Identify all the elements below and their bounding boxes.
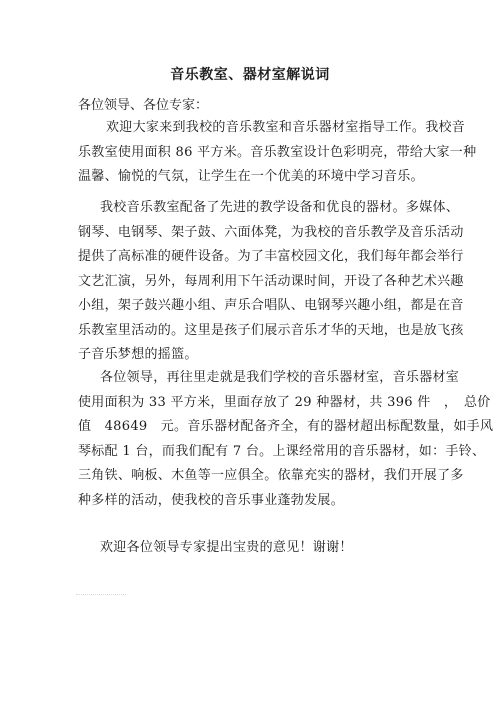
faint-divider: [76, 594, 126, 596]
paragraph-line: 小组，架子鼓兴趣小组、声乐合唱队、电钢琴兴趣小组，都是在音: [78, 298, 464, 313]
paragraph-line: 值 48649 元。音乐器材配备齐全，有的器材超出标配数量，如手风: [78, 419, 494, 434]
paragraph-closing: [78, 536, 428, 561]
paragraph-equipment-room: [78, 366, 494, 513]
paragraph-line: 种多样的活动，使我校的音乐事业蓬勃发展。: [78, 492, 345, 508]
paragraph-classroom-equipment: [78, 196, 464, 368]
paragraph-line: 文艺汇演，另外，每周利用下午活动课时间，开设了各种艺术兴趣: [78, 273, 464, 289]
paragraph-line: 乐教室使用面积 86 平方米。音乐教室设计色彩明亮，带给大家一种: [78, 144, 477, 160]
paragraph-line: 琴标配 1 台，而我们配有 7 台。上课经常用的音乐器材，如：手铃、: [78, 443, 486, 459]
paragraph-line: 欢迎大家来到我校的音乐教室和音乐器材室指导工作。我校音: [106, 120, 466, 135]
paragraph-line: 钢琴、电钢琴、架子鼓、六面体凳，为我校的音乐教学及音乐活动: [78, 224, 464, 240]
paragraph-line: 欢迎各位领导专家提出宝贵的意见！谢谢！: [100, 540, 353, 555]
document-title: 音乐教室、器材室解说词: [170, 67, 330, 83]
paragraph-line: 乐教室里活动的。这里是孩子们展示音乐才华的天地，也是放飞孩: [78, 322, 464, 338]
salutation: 各位领导、各位专家：: [78, 98, 209, 113]
paragraph-line: 提供了高标准的硬件设备。为了丰富校园文化，我们每年都会举行: [78, 249, 464, 264]
paragraph-line: 子音乐梦想的摇篮。: [78, 347, 198, 362]
paragraph-line: 温馨、愉悦的气氛，让学生在一个优美的环境中学习音乐。: [78, 169, 424, 184]
paragraph-line: 三角铁、响板、木鱼等一应俱全。依靠充实的器材，我们开展了多: [78, 468, 464, 483]
paragraph-line: 我校音乐教室配备了先进的教学设备和优良的器材。多媒体、: [100, 200, 460, 215]
paragraph-line: 各位领导，再往里走就是我们学校的音乐器材室，音乐器材室: [100, 370, 460, 385]
paragraph-line: 使用面积为 33 平方米，里面存放了 29 种器材，共 396 件 ， 总价: [78, 394, 491, 410]
paragraph-welcome: [78, 116, 477, 190]
